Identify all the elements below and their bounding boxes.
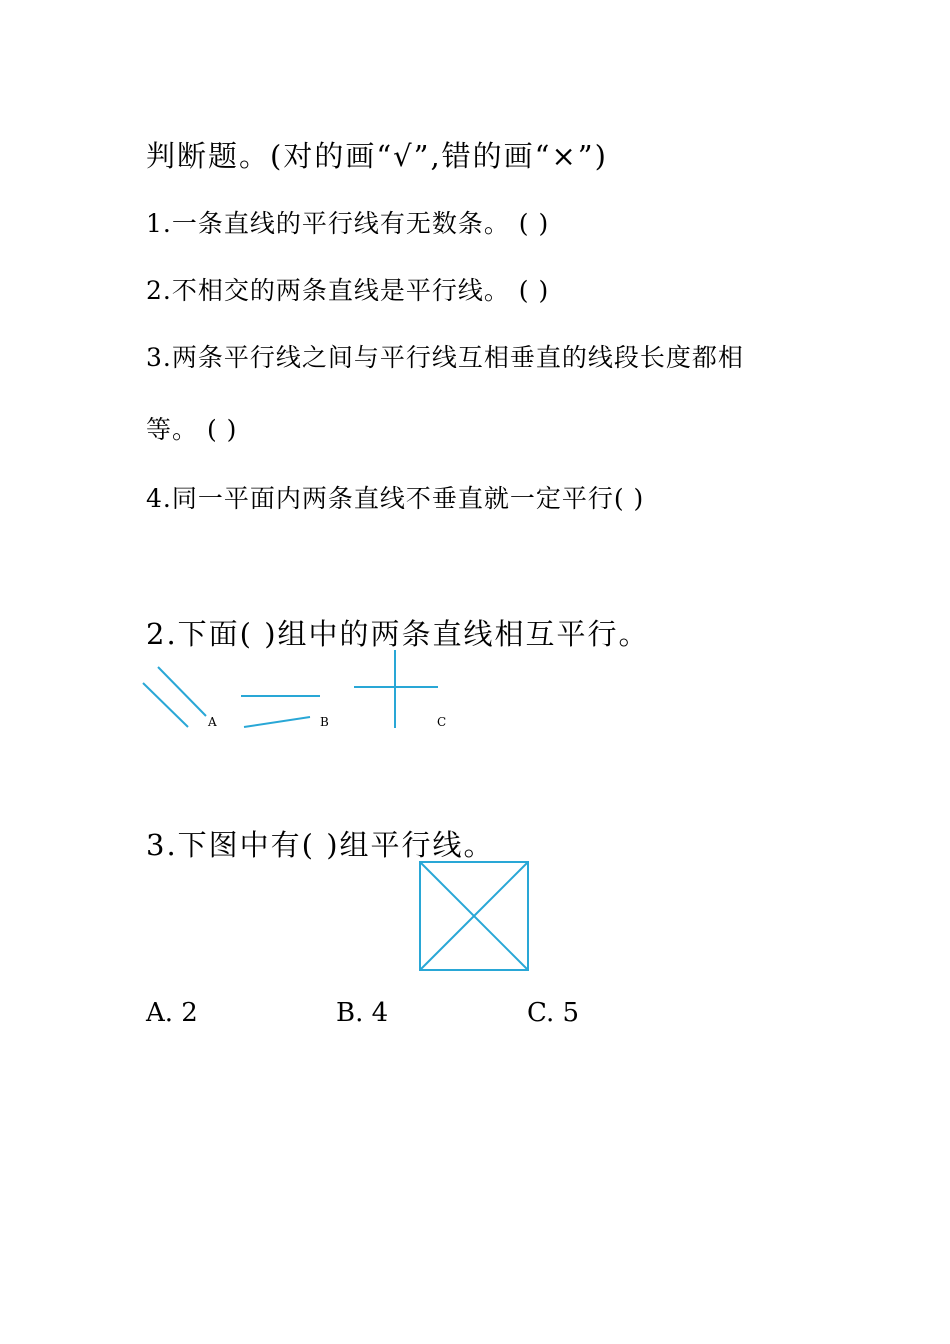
- figure-b-line-2: [244, 717, 310, 727]
- option-a: A. 2: [146, 998, 198, 1028]
- statement-3-continued: 等。 ( ): [146, 415, 238, 444]
- figure-a-line-2: [158, 667, 206, 716]
- figure-label-b: B: [320, 715, 329, 729]
- figure-label-c: C: [437, 715, 447, 729]
- option-b: B. 4: [336, 998, 389, 1028]
- square-with-diagonals-figure: [418, 860, 532, 974]
- statement-4: 4.同一平面内两条直线不垂直就一定平行( ): [146, 484, 645, 513]
- statement-2: 2.不相交的两条直线是平行线。 ( ): [146, 276, 550, 305]
- parallel-lines-figure: [140, 648, 460, 732]
- section-heading: 判断题。(对的画“√”,错的画“×”): [146, 139, 608, 173]
- statement-3: 3.两条平行线之间与平行线互相垂直的线段长度都相: [146, 343, 744, 372]
- question-2-text: 2.下面( )组中的两条直线相互平行。: [146, 617, 650, 651]
- figure-label-a: A: [208, 715, 217, 729]
- option-c: C. 5: [527, 998, 580, 1028]
- question-3-text: 3.下图中有( )组平行线。: [146, 828, 495, 862]
- statement-1: 1.一条直线的平行线有无数条。 ( ): [146, 209, 550, 238]
